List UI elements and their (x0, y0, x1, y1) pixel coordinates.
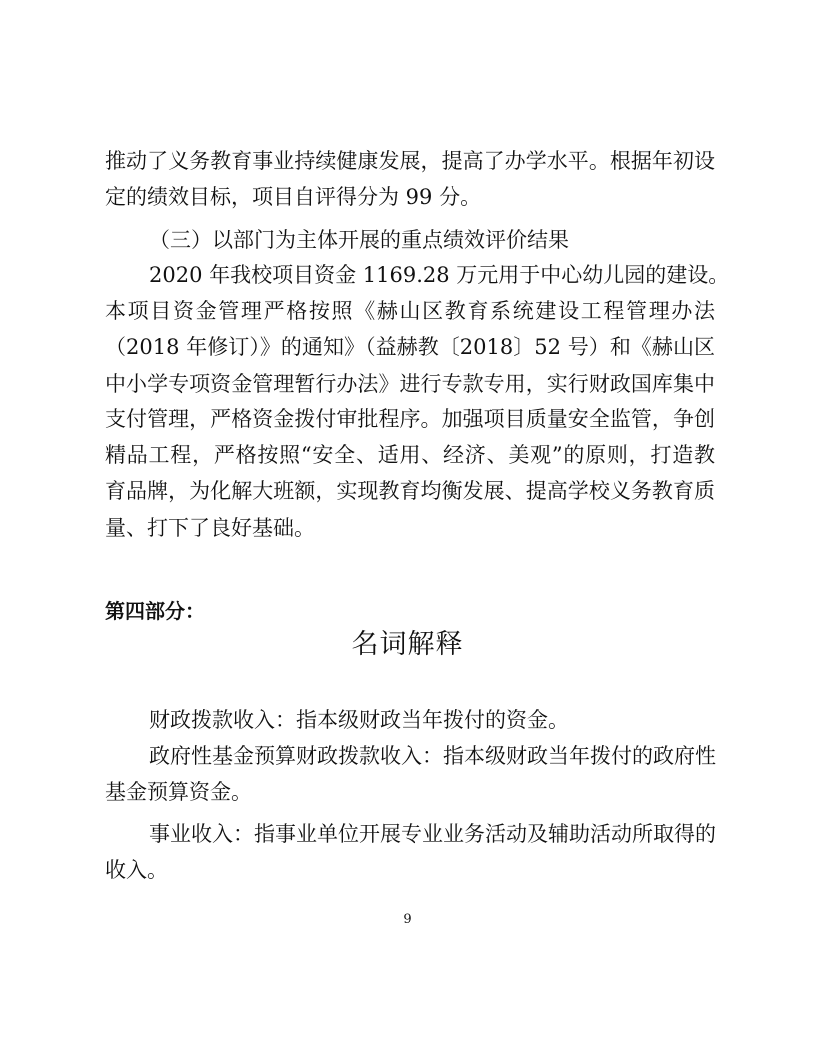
paragraph-line: 中小学专项资金管理暂行办法》进行专款专用，实行财政国库集中 (105, 372, 715, 396)
paragraph-line: 2020 年我校项目资金 1169.28 万元用于中心幼儿园的建设。 (149, 263, 730, 287)
part-heading: 第四部分： (105, 599, 205, 623)
paragraph-line: 精品工程，严格按照“安全、适用、经济、美观”的原则，打造教 (105, 443, 715, 467)
glossary-entry: 收入。 (105, 858, 168, 882)
subsection-title: （三）以部门为主体开展的重点绩效评价结果 (149, 228, 569, 252)
glossary-entry: 事业收入：指事业单位开展专业业务活动及辅助活动所取得的 (149, 822, 716, 846)
glossary-entry: 政府性基金预算财政拨款收入：指本级财政当年拨付的政府性 (149, 744, 716, 768)
paragraph-line: 量、打下了良好基础。 (105, 516, 315, 540)
paragraph-line: （2018 年修订）》的通知》（益赫教〔2018〕52 号）和《赫山区 (105, 335, 715, 359)
glossary-entry: 财政拨款收入：指本级财政当年拨付的资金。 (149, 708, 569, 732)
paragraph-line: 推动了义务教育事业持续健康发展，提高了办学水平。根据年初设 (105, 149, 715, 173)
page-number: 9 (403, 912, 412, 927)
paragraph-line: 支付管理，严格资金拨付审批程序。加强项目质量安全监管，争创 (105, 407, 715, 431)
glossary-title: 名词解释 (351, 629, 464, 660)
paragraph-line: 育品牌，为化解大班额，实现教育均衡发展、提高学校义务教育质 (105, 479, 715, 503)
paragraph-line: 定的绩效目标，项目自评得分为 99 分。 (105, 185, 482, 209)
glossary-entry: 基金预算资金。 (105, 780, 252, 804)
paragraph-line: 本项目资金管理严格按照《赫山区教育系统建设工程管理办法 (105, 299, 715, 323)
